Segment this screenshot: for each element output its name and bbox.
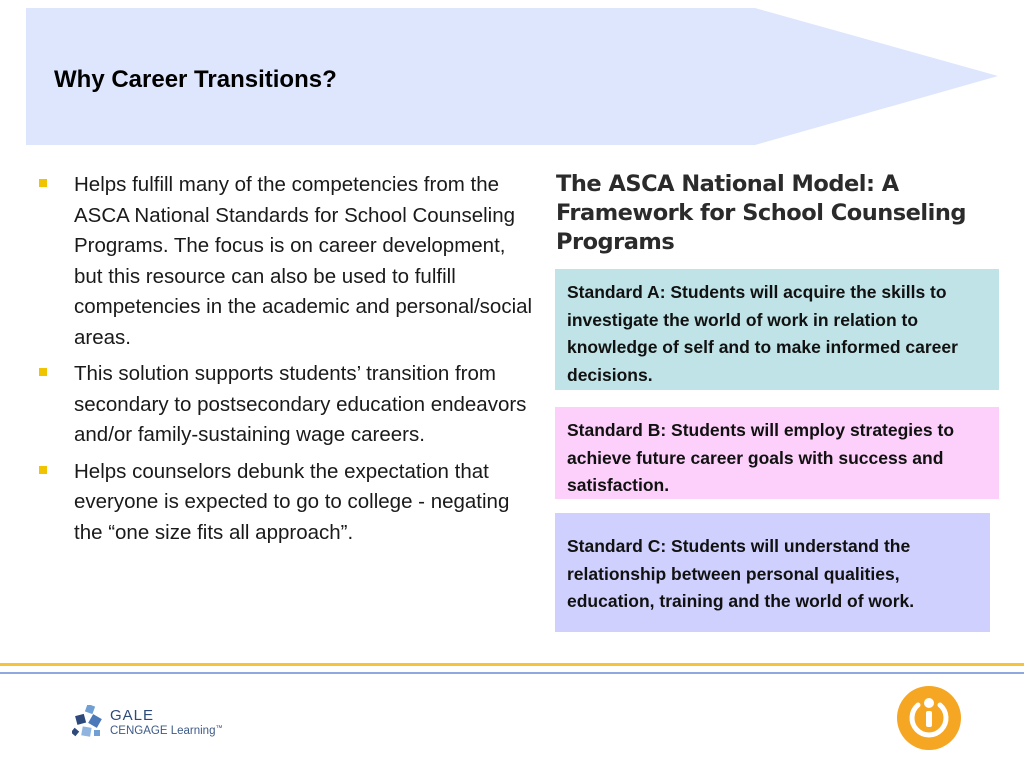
square-bullet-icon	[39, 466, 47, 474]
logo-cengage-word: CENGAGE	[110, 725, 168, 737]
standard-b-box: Standard B: Students will employ strategies to achieve future career goals with success and satisfaction.	[555, 407, 999, 499]
power-icon	[896, 685, 962, 751]
logo-learning-word: Learning	[170, 725, 216, 737]
bullet-text: Helps fulfill many of the competencies from the ASCA National Standards for School Counseling Programs. The focus is on career development, but this resource can also be used to fulfill competencies in the academic and personal/social areas.	[74, 173, 533, 349]
list-item	[36, 359, 536, 451]
logo-gale-text: GALE	[110, 707, 155, 724]
square-bullet-icon	[39, 179, 47, 187]
logo-trademark: ™	[215, 725, 223, 732]
gale-cengage-logo	[72, 703, 232, 743]
page-title: Why Career Transitions?	[54, 66, 337, 93]
gale-logo-mark-icon	[72, 705, 106, 741]
list-item	[36, 170, 536, 353]
standard-a-box: Standard A: Students will acquire the skills to investigate the world of work in relation to knowledge of self and to make informed career decisions.	[555, 269, 999, 390]
bullet-text: Helps counselors debunk the expectation that everyone is expected to go to college - negating the “one size fits all approach”.	[74, 459, 510, 544]
footer-divider-blue	[0, 672, 1024, 674]
logo-cengage-text	[110, 725, 222, 737]
asca-model-heading: The ASCA National Model: A Framework for School Counseling Programs	[556, 171, 966, 255]
standard-c-box: Standard C: Students will understand the relationship between personal qualities, education, training and the world of work.	[555, 513, 990, 632]
list-item	[36, 457, 536, 549]
bullet-text: This solution supports students’ transition from secondary to postsecondary education endeavors and/or family-sustaining wage careers.	[74, 362, 527, 446]
bullet-list	[36, 170, 536, 554]
square-bullet-icon	[39, 368, 47, 376]
footer-divider-gold	[0, 663, 1024, 666]
